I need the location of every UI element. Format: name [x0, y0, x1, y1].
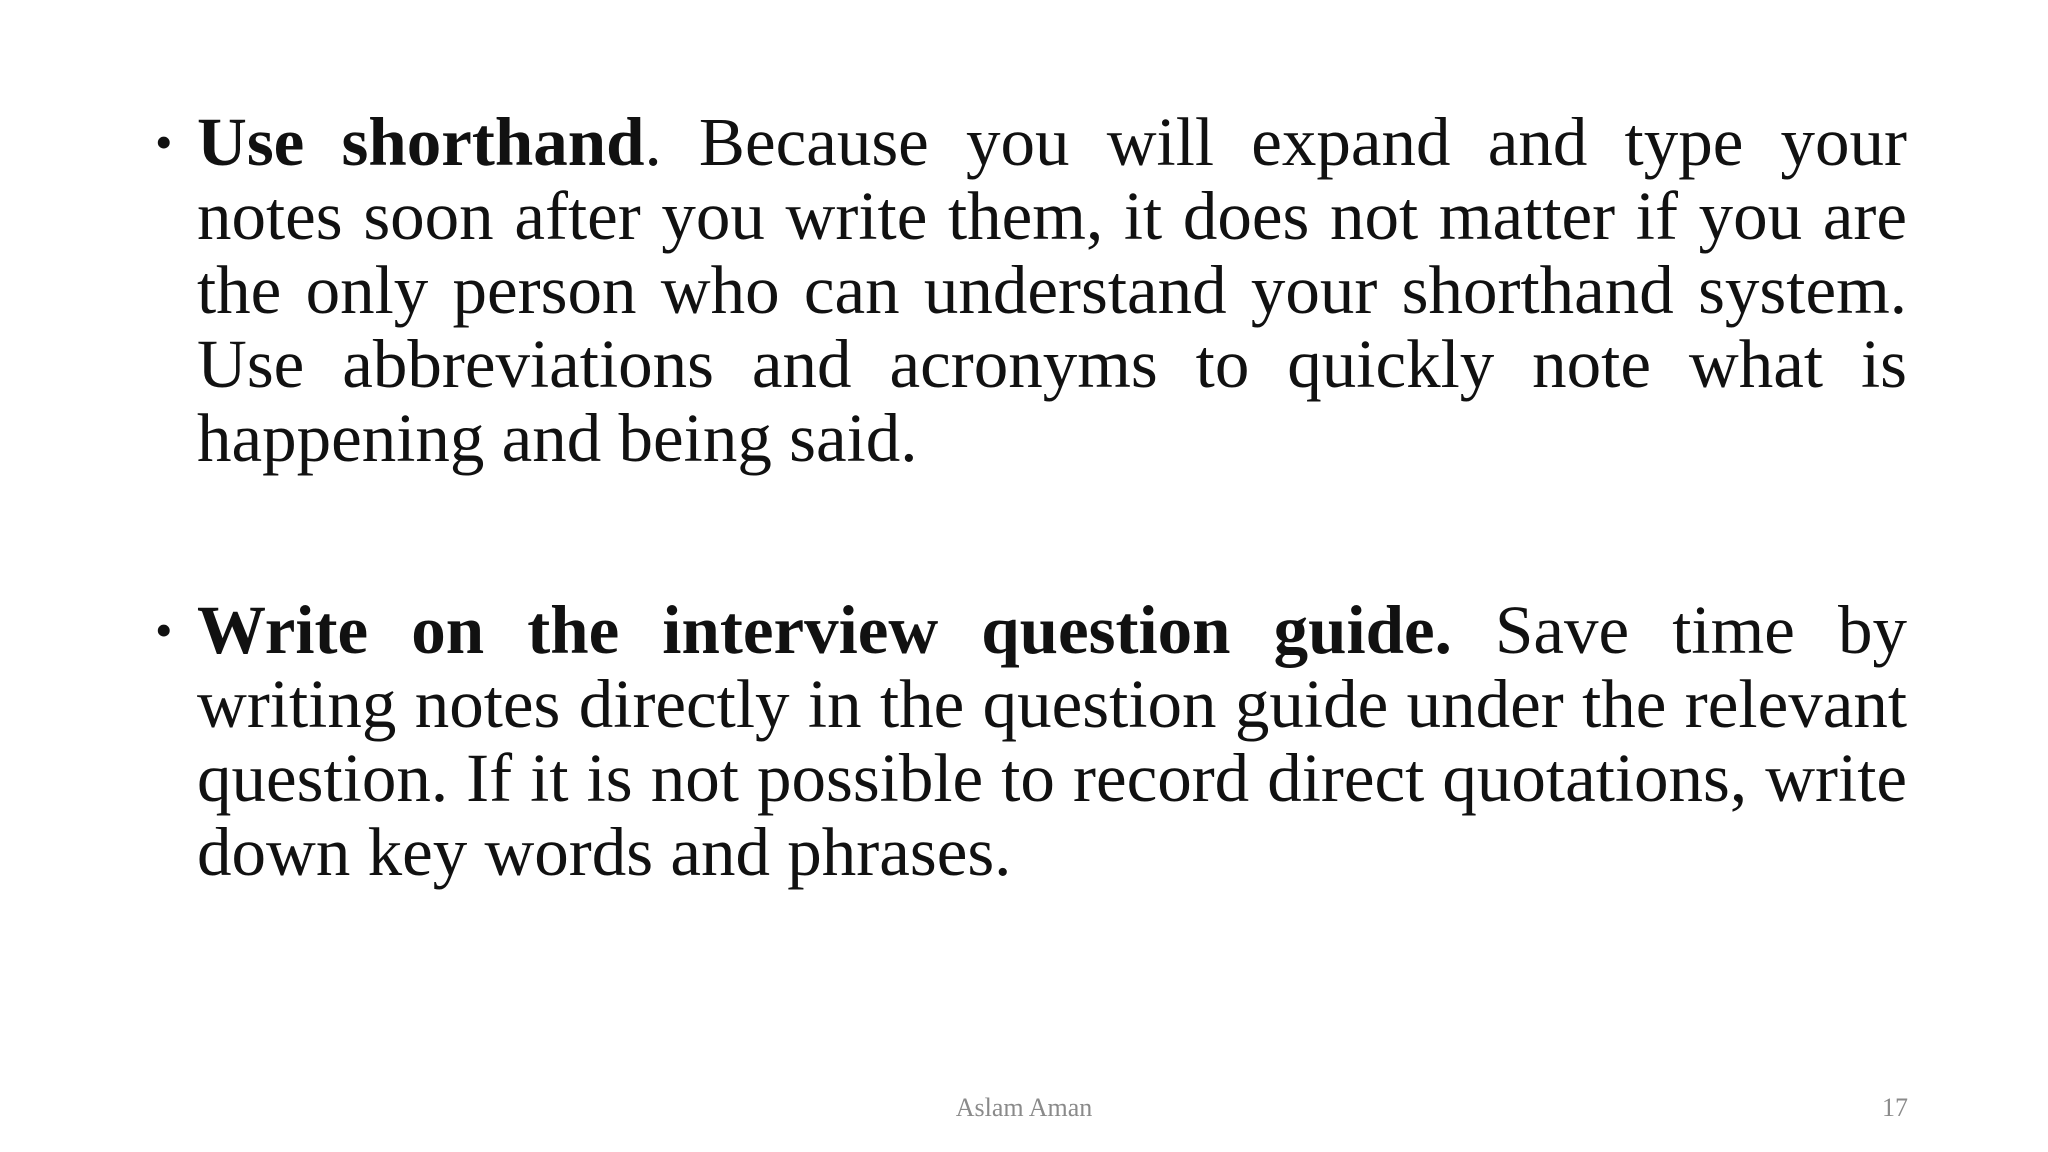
bullet-item-question-guide	[155, 593, 1907, 889]
page-number: 17	[1882, 1093, 1908, 1122]
bullet-body: . Because you will expand and type your notes soon after you write them, it does not matter if you are the only person who can understand your shorthand system. Use abbreviations and acronyms to quickly note what is happening and being said.	[197, 104, 1907, 476]
bullet-dot-icon: •	[155, 602, 173, 658]
bullet-list	[155, 105, 1907, 889]
bullet-body: Save time by writing notes directly in the question guide under the relevant question. If it is not possible to record direct quotations, write down key words and phrases.	[197, 592, 1907, 890]
footer-author: Aslam Aman	[955, 1093, 1093, 1122]
bullet-dot-icon: •	[155, 114, 173, 170]
bullet-heading: Write on the interview question guide.	[197, 592, 1452, 668]
bullet-heading: Use shorthand	[197, 104, 645, 180]
bullet-item-shorthand	[155, 105, 1907, 475]
